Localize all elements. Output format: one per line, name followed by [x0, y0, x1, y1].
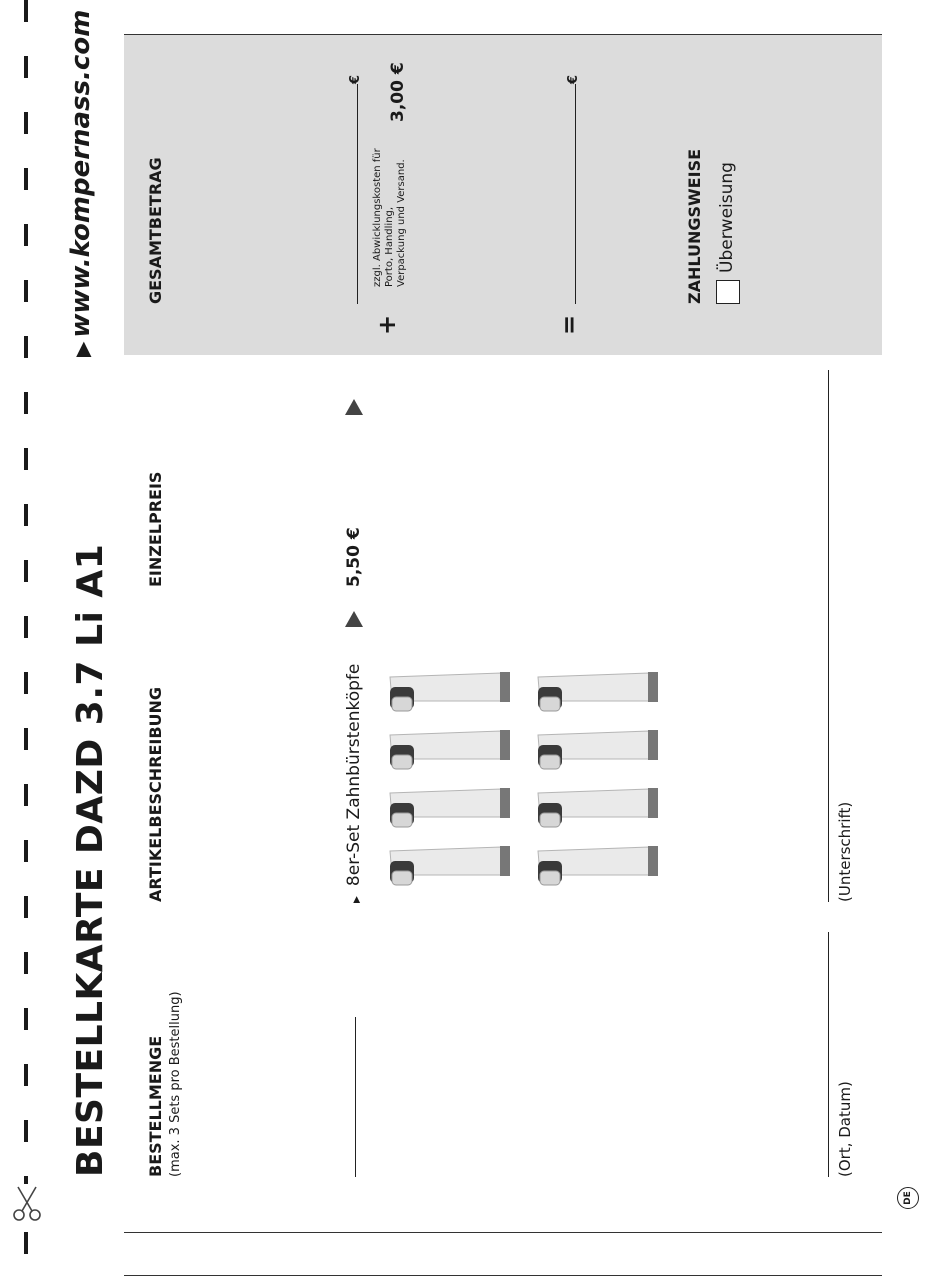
- brush-head-icon: [390, 846, 510, 885]
- arrow-right-icon: ▶: [70, 341, 94, 357]
- ueberweisung-label: Überweisung: [717, 162, 737, 273]
- signature-field[interactable]: [828, 370, 829, 902]
- header-gesamtbetrag: GESAMTBETRAG: [146, 157, 165, 304]
- equals-sign: =: [555, 314, 583, 335]
- quantity-field[interactable]: [355, 1017, 356, 1177]
- triangle-bullet-icon: ▶: [352, 896, 362, 903]
- plus-sign: +: [373, 314, 401, 335]
- triangle-arrow-icon: [345, 611, 363, 627]
- frame-line: [124, 34, 882, 35]
- fee-note: zzgl. Abwicklungskosten für Porto, Handling, Verpackung und Versand.: [372, 148, 407, 287]
- currency-symbol: €: [348, 74, 363, 84]
- brush-heads-image: [386, 657, 676, 887]
- currency-symbol: €: [566, 74, 581, 84]
- header-einzelpreis: EINZELPREIS: [146, 471, 165, 587]
- brush-head-icon: [390, 788, 510, 827]
- header-zahlungsweise: ZAHLUNGSWEISE: [685, 148, 704, 304]
- brush-head-icon: [538, 846, 658, 885]
- header-bestellmenge: BESTELLMENGE: [146, 1035, 165, 1177]
- website-link[interactable]: [66, 10, 96, 357]
- product-description-text: 8er-Set Zahnbürstenköpfe: [344, 663, 364, 887]
- unit-price: 5,50 €: [344, 527, 364, 587]
- country-badge: DE: [897, 1187, 919, 1209]
- product-description: [344, 664, 364, 903]
- brush-head-icon: [538, 730, 658, 769]
- header-artikelbeschreibung: ARTIKELBESCHREIBUNG: [146, 686, 165, 902]
- place-date-label: (Ort, Datum): [836, 1081, 854, 1177]
- bestellmenge-note: (max. 3 Sets pro Bestellung): [168, 991, 183, 1177]
- brush-head-icon: [538, 788, 658, 827]
- signature-label: (Unterschrift): [836, 801, 854, 902]
- fee-amount: 3,00 €: [388, 62, 408, 122]
- website-text: www.kompernass.com: [66, 9, 96, 338]
- brush-head-icon: [390, 730, 510, 769]
- brush-head-icon: [538, 672, 658, 711]
- total-field[interactable]: [575, 84, 576, 304]
- place-date-field[interactable]: [828, 932, 829, 1177]
- brush-head-icon: [390, 672, 510, 711]
- totals-panel: [124, 35, 882, 355]
- ueberweisung-checkbox[interactable]: [716, 280, 740, 304]
- triangle-arrow-icon: [345, 399, 363, 415]
- page-title: BESTELLKARTE DAZD 3.7 Li A1: [70, 543, 111, 1177]
- gesamtbetrag-field[interactable]: [357, 84, 358, 304]
